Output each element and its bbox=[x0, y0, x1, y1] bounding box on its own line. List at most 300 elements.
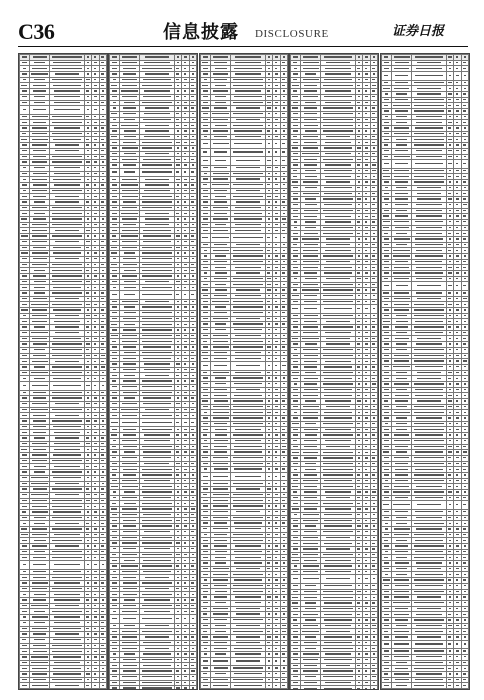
cell-text-mark bbox=[86, 437, 89, 438]
cell-text-mark bbox=[213, 346, 229, 347]
cell-text-mark bbox=[55, 437, 79, 438]
cell-text-mark bbox=[275, 218, 278, 219]
cell-text-mark bbox=[22, 611, 27, 612]
table-row bbox=[110, 686, 197, 690]
cell-text-mark bbox=[192, 207, 194, 208]
cell-text-mark bbox=[275, 68, 277, 69]
cell-text-mark bbox=[214, 352, 227, 353]
disclosure-table bbox=[19, 54, 107, 690]
cell-text-mark bbox=[177, 594, 179, 595]
cell-text-mark bbox=[34, 102, 45, 103]
cell-text-mark bbox=[233, 284, 262, 285]
cell-text-mark bbox=[192, 224, 194, 225]
cell-text-mark bbox=[22, 349, 26, 350]
cell-text-mark bbox=[214, 585, 228, 586]
cell-text-mark bbox=[112, 358, 117, 359]
cell-text-mark bbox=[177, 218, 180, 219]
cell-text-mark bbox=[192, 676, 194, 677]
cell-text-mark bbox=[275, 341, 278, 342]
cell-text-mark bbox=[54, 599, 80, 600]
cell-text-mark bbox=[142, 85, 172, 86]
cell-text-mark bbox=[32, 264, 48, 265]
cell-text-mark bbox=[87, 68, 89, 69]
cell-text-mark bbox=[123, 369, 137, 370]
cell-text-mark bbox=[113, 107, 117, 108]
cell-text-mark bbox=[275, 636, 278, 637]
cell-text-mark bbox=[55, 196, 80, 197]
cell-text-mark bbox=[122, 247, 137, 248]
table-cell bbox=[210, 362, 230, 371]
disclosure-table bbox=[200, 54, 288, 690]
cell-text-mark bbox=[22, 156, 27, 157]
cell-text-mark bbox=[213, 528, 228, 529]
table-cell bbox=[265, 140, 272, 149]
cell-text-mark bbox=[282, 653, 285, 654]
cell-text-mark bbox=[176, 73, 179, 74]
cell-text-mark bbox=[235, 295, 262, 296]
cell-text-mark bbox=[268, 383, 270, 384]
cell-text-mark bbox=[233, 346, 263, 347]
cell-text-mark bbox=[202, 289, 208, 290]
cell-text-mark bbox=[214, 365, 228, 366]
cell-text-mark bbox=[268, 667, 270, 668]
cell-text-mark bbox=[203, 56, 208, 57]
cell-text-mark bbox=[86, 230, 89, 231]
cell-text-mark bbox=[123, 531, 137, 532]
cell-text-mark bbox=[213, 476, 229, 477]
cell-text-mark bbox=[275, 667, 278, 668]
cell-text-mark bbox=[101, 534, 104, 535]
cell-text-mark bbox=[112, 618, 117, 619]
cell-text-mark bbox=[233, 173, 263, 174]
cell-text-mark bbox=[142, 329, 172, 330]
cell-text-mark bbox=[268, 323, 270, 324]
cell-text-mark bbox=[177, 503, 179, 504]
cell-text-mark bbox=[203, 423, 207, 424]
cell-text-mark bbox=[283, 412, 285, 413]
cell-text-mark bbox=[192, 329, 194, 330]
cell-text-mark bbox=[101, 500, 104, 501]
cell-text-mark bbox=[32, 500, 47, 501]
cell-text-mark bbox=[94, 349, 96, 350]
cell-text-mark bbox=[22, 500, 27, 501]
cell-text-mark bbox=[267, 625, 270, 626]
cell-text-mark bbox=[112, 687, 117, 688]
cell-text-mark bbox=[142, 491, 172, 492]
cell-text-mark bbox=[22, 201, 27, 202]
cell-text-mark bbox=[177, 457, 179, 458]
cell-text-mark bbox=[53, 673, 81, 674]
cell-text-mark bbox=[112, 184, 117, 185]
cell-text-mark bbox=[54, 466, 80, 467]
cell-text-mark bbox=[215, 284, 226, 285]
cell-text-mark bbox=[94, 116, 96, 117]
cell-text-mark bbox=[55, 545, 79, 546]
cell-text-mark bbox=[282, 365, 286, 366]
cell-text-mark bbox=[268, 178, 271, 179]
cell-text-mark bbox=[203, 545, 208, 546]
cell-text-mark bbox=[123, 520, 136, 521]
cell-text-mark bbox=[52, 679, 81, 680]
cell-text-mark bbox=[275, 400, 278, 401]
cell-text-mark bbox=[275, 642, 278, 643]
cell-text-mark bbox=[112, 294, 117, 295]
cell-text-mark bbox=[21, 309, 27, 310]
cell-text-mark bbox=[236, 511, 259, 512]
cell-text-mark bbox=[143, 403, 171, 404]
cell-text-mark bbox=[213, 173, 229, 174]
table-row bbox=[201, 472, 288, 481]
cell-text-mark bbox=[176, 469, 179, 470]
cell-text-mark bbox=[282, 522, 285, 523]
cell-text-mark bbox=[87, 651, 89, 652]
cell-text-mark bbox=[94, 258, 96, 259]
cell-text-mark bbox=[203, 619, 208, 620]
cell-text-mark bbox=[233, 151, 263, 152]
cell-text-mark bbox=[112, 179, 116, 180]
cell-text-mark bbox=[55, 230, 80, 231]
cell-text-mark bbox=[203, 540, 209, 541]
cell-text-mark bbox=[94, 292, 96, 293]
cell-text-mark bbox=[52, 190, 82, 191]
cell-text-mark bbox=[283, 574, 285, 575]
table-cell bbox=[174, 615, 181, 624]
cell-text-mark bbox=[275, 201, 277, 202]
cell-text-mark bbox=[215, 557, 226, 558]
cell-text-mark bbox=[54, 564, 80, 565]
cell-text-mark bbox=[94, 599, 97, 600]
cell-text-mark bbox=[86, 355, 89, 356]
cell-text-mark bbox=[213, 574, 228, 575]
cell-text-mark bbox=[177, 642, 179, 643]
cell-text-mark bbox=[86, 534, 89, 535]
cell-text-mark bbox=[123, 474, 136, 475]
cell-text-mark bbox=[55, 258, 79, 259]
table-cell bbox=[99, 382, 106, 391]
cell-text-mark bbox=[122, 85, 137, 86]
cell-text-mark bbox=[268, 574, 270, 575]
cell-text-mark bbox=[204, 412, 208, 413]
table-cell bbox=[210, 157, 230, 166]
cell-text-mark bbox=[267, 494, 270, 495]
table-cell bbox=[210, 657, 230, 666]
cell-text-mark bbox=[111, 264, 117, 265]
cell-text-mark bbox=[275, 511, 278, 512]
cell-text-mark bbox=[102, 235, 104, 236]
cell-text-mark bbox=[22, 420, 27, 421]
cell-text-mark bbox=[177, 625, 179, 626]
cell-text-mark bbox=[94, 196, 97, 197]
cell-text-mark bbox=[113, 258, 117, 259]
cell-text-mark bbox=[203, 511, 209, 512]
cell-text-mark bbox=[203, 119, 209, 120]
cell-text-mark bbox=[268, 451, 270, 452]
cell-text-mark bbox=[204, 468, 208, 469]
cell-text-mark bbox=[268, 136, 270, 137]
table-cell bbox=[273, 362, 280, 371]
cell-text-mark bbox=[22, 639, 26, 640]
cell-text-mark bbox=[233, 463, 263, 464]
cell-text-mark bbox=[86, 460, 89, 461]
cell-text-mark bbox=[213, 73, 228, 74]
cell-text-mark bbox=[124, 281, 136, 282]
cell-text-mark bbox=[214, 136, 227, 137]
table-cell bbox=[110, 418, 120, 427]
cell-text-mark bbox=[144, 190, 170, 191]
cell-text-mark bbox=[213, 457, 228, 458]
cell-text-mark bbox=[275, 365, 277, 366]
cell-text-mark bbox=[184, 68, 186, 69]
cell-text-mark bbox=[275, 272, 277, 273]
cell-text-mark bbox=[23, 179, 27, 180]
table-cell bbox=[231, 472, 265, 481]
cell-text-mark bbox=[202, 400, 208, 401]
cell-text-mark bbox=[267, 585, 270, 586]
cell-text-mark bbox=[34, 437, 45, 438]
cell-text-mark bbox=[192, 119, 194, 120]
cell-text-mark bbox=[33, 599, 46, 600]
cell-text-mark bbox=[34, 349, 45, 350]
cell-text-mark bbox=[283, 237, 285, 238]
cell-text-mark bbox=[267, 318, 270, 319]
cell-text-mark bbox=[184, 565, 186, 566]
cell-text-mark bbox=[94, 540, 97, 541]
cell-text-mark bbox=[94, 577, 97, 578]
cell-text-mark bbox=[267, 102, 270, 103]
cell-text-mark bbox=[267, 62, 270, 63]
cell-text-mark bbox=[21, 534, 27, 535]
cell-text-mark bbox=[124, 171, 135, 172]
cell-text-mark bbox=[275, 463, 277, 464]
cell-text-mark bbox=[22, 247, 28, 248]
cell-text-mark bbox=[101, 326, 104, 327]
cell-text-mark bbox=[53, 139, 81, 140]
cell-text-mark bbox=[233, 196, 263, 197]
cell-text-mark bbox=[184, 363, 186, 364]
cell-text-mark bbox=[22, 605, 28, 606]
cell-text-mark bbox=[233, 255, 263, 256]
cell-text-mark bbox=[176, 196, 179, 197]
cell-text-mark bbox=[112, 514, 117, 515]
cell-text-mark bbox=[267, 596, 270, 597]
cell-text-mark bbox=[213, 636, 228, 637]
cell-text-mark bbox=[33, 109, 47, 110]
cell-text-mark bbox=[184, 201, 186, 202]
cell-text-mark bbox=[23, 378, 27, 379]
cell-text-mark bbox=[144, 548, 169, 549]
cell-text-mark bbox=[22, 161, 28, 162]
cell-text-mark bbox=[283, 125, 285, 126]
cell-text-mark bbox=[143, 665, 170, 666]
cell-text-mark bbox=[32, 116, 48, 117]
table-cell bbox=[140, 418, 174, 427]
cell-text-mark bbox=[94, 79, 96, 80]
cell-text-mark bbox=[215, 625, 226, 626]
cell-text-mark bbox=[283, 224, 286, 225]
cell-text-mark bbox=[191, 107, 194, 108]
cell-text-mark bbox=[268, 151, 270, 152]
cell-text-mark bbox=[86, 201, 89, 202]
cell-text-mark bbox=[176, 171, 179, 172]
cell-text-mark bbox=[112, 429, 117, 430]
cell-text-mark bbox=[184, 415, 187, 416]
cell-text-mark bbox=[203, 218, 209, 219]
cell-text-mark bbox=[177, 324, 179, 325]
cell-text-mark bbox=[87, 109, 89, 110]
cell-text-mark bbox=[214, 62, 227, 63]
cell-text-mark bbox=[233, 457, 263, 458]
cell-text-mark bbox=[235, 358, 261, 359]
cell-text-mark bbox=[267, 412, 270, 413]
cell-text-mark bbox=[53, 338, 81, 339]
cell-text-mark bbox=[191, 241, 194, 242]
cell-text-mark bbox=[33, 56, 47, 57]
cell-text-mark bbox=[54, 184, 79, 185]
table-cell bbox=[92, 382, 99, 391]
cell-text-mark bbox=[214, 446, 228, 447]
cell-text-mark bbox=[235, 224, 260, 225]
cell-text-mark bbox=[31, 73, 47, 74]
cell-text-mark bbox=[102, 338, 104, 339]
cell-text-mark bbox=[233, 505, 263, 506]
cell-text-mark bbox=[177, 571, 179, 572]
cell-text-mark bbox=[22, 96, 28, 97]
cell-text-mark bbox=[32, 582, 48, 583]
cell-text-mark bbox=[94, 201, 96, 202]
cell-text-mark bbox=[101, 247, 104, 248]
cell-text-mark bbox=[22, 454, 28, 455]
cell-text-mark bbox=[87, 477, 89, 478]
table-cell bbox=[231, 362, 265, 371]
cell-text-mark bbox=[203, 312, 208, 313]
cell-text-mark bbox=[184, 429, 187, 430]
cell-text-mark bbox=[102, 420, 104, 421]
cell-text-mark bbox=[102, 673, 104, 674]
cell-text-mark bbox=[275, 500, 278, 501]
cell-text-mark bbox=[268, 540, 271, 541]
cell-text-mark bbox=[283, 56, 285, 57]
cell-text-mark bbox=[142, 682, 171, 683]
cell-text-mark bbox=[123, 594, 137, 595]
cell-text-mark bbox=[52, 392, 82, 393]
cell-text-mark bbox=[101, 139, 104, 140]
cell-text-mark bbox=[177, 184, 180, 185]
cell-text-mark bbox=[235, 352, 261, 353]
cell-text-mark bbox=[268, 602, 271, 603]
cell-text-mark bbox=[236, 318, 260, 319]
cell-text-mark bbox=[112, 90, 116, 91]
cell-text-mark bbox=[123, 392, 137, 393]
cell-text-mark bbox=[282, 395, 285, 396]
cell-text-mark bbox=[177, 62, 180, 63]
cell-text-mark bbox=[184, 119, 186, 120]
cell-text-mark bbox=[33, 420, 46, 421]
cell-text-mark bbox=[144, 531, 171, 532]
cell-text-mark bbox=[283, 196, 285, 197]
cell-text-mark bbox=[145, 73, 170, 74]
cell-text-mark bbox=[283, 551, 285, 552]
cell-text-mark bbox=[214, 534, 228, 535]
cell-text-mark bbox=[184, 659, 187, 660]
cell-text-mark bbox=[233, 423, 263, 424]
cell-text-mark bbox=[268, 457, 271, 458]
cell-text-mark bbox=[203, 160, 207, 161]
table-row bbox=[201, 140, 288, 149]
cell-text-mark bbox=[144, 434, 170, 435]
cell-text-mark bbox=[22, 577, 28, 578]
cell-text-mark bbox=[192, 434, 194, 435]
cell-text-mark bbox=[184, 252, 186, 253]
cell-text-mark bbox=[142, 318, 172, 319]
cell-text-mark bbox=[87, 179, 89, 180]
cell-text-mark bbox=[275, 568, 278, 569]
table-cell bbox=[92, 689, 99, 690]
cell-text-mark bbox=[203, 96, 207, 97]
cell-text-mark bbox=[55, 326, 79, 327]
cell-text-mark bbox=[54, 594, 81, 595]
cell-text-mark bbox=[233, 113, 263, 114]
cell-text-mark bbox=[268, 335, 270, 336]
cell-text-mark bbox=[124, 491, 136, 492]
cell-text-mark bbox=[203, 505, 208, 506]
cell-text-mark bbox=[111, 252, 117, 253]
cell-text-mark bbox=[191, 369, 194, 370]
cell-text-mark bbox=[87, 150, 89, 151]
cell-text-mark bbox=[55, 150, 79, 151]
cell-text-mark bbox=[142, 306, 172, 307]
cell-text-mark bbox=[122, 56, 137, 57]
cell-text-mark bbox=[283, 406, 285, 407]
cell-text-mark bbox=[112, 275, 117, 276]
cell-text-mark bbox=[53, 385, 81, 386]
cell-text-mark bbox=[52, 409, 82, 410]
cell-text-mark bbox=[142, 341, 172, 342]
cell-text-mark bbox=[176, 554, 180, 555]
cell-text-mark bbox=[214, 201, 227, 202]
cell-text-mark bbox=[112, 147, 117, 148]
cell-text-mark bbox=[234, 383, 261, 384]
cell-text-mark bbox=[192, 440, 194, 441]
cell-text-mark bbox=[212, 237, 229, 238]
cell-text-mark bbox=[101, 551, 104, 552]
cell-text-mark bbox=[54, 662, 80, 663]
cell-text-mark bbox=[235, 335, 261, 336]
cell-text-mark bbox=[184, 682, 186, 683]
cell-text-mark bbox=[31, 662, 47, 663]
cell-text-mark bbox=[94, 139, 97, 140]
cell-text-mark bbox=[142, 670, 172, 671]
cell-text-mark bbox=[101, 523, 104, 524]
cell-text-mark bbox=[143, 235, 170, 236]
cell-text-mark bbox=[215, 434, 227, 435]
cell-text-mark bbox=[102, 599, 104, 600]
cell-text-mark bbox=[203, 522, 208, 523]
cell-text-mark bbox=[192, 446, 194, 447]
cell-text-mark bbox=[142, 429, 171, 430]
cell-text-mark bbox=[184, 514, 187, 515]
cell-text-mark bbox=[184, 618, 186, 619]
cell-text-mark bbox=[275, 85, 278, 86]
cell-text-mark bbox=[94, 511, 97, 512]
cell-text-mark bbox=[177, 207, 179, 208]
cell-text-mark bbox=[22, 645, 28, 646]
cell-text-mark bbox=[268, 295, 271, 296]
cell-text-mark bbox=[113, 548, 117, 549]
cell-text-mark bbox=[176, 96, 179, 97]
cell-text-mark bbox=[94, 656, 97, 657]
cell-text-mark bbox=[184, 247, 186, 248]
cell-text-mark bbox=[122, 179, 137, 180]
